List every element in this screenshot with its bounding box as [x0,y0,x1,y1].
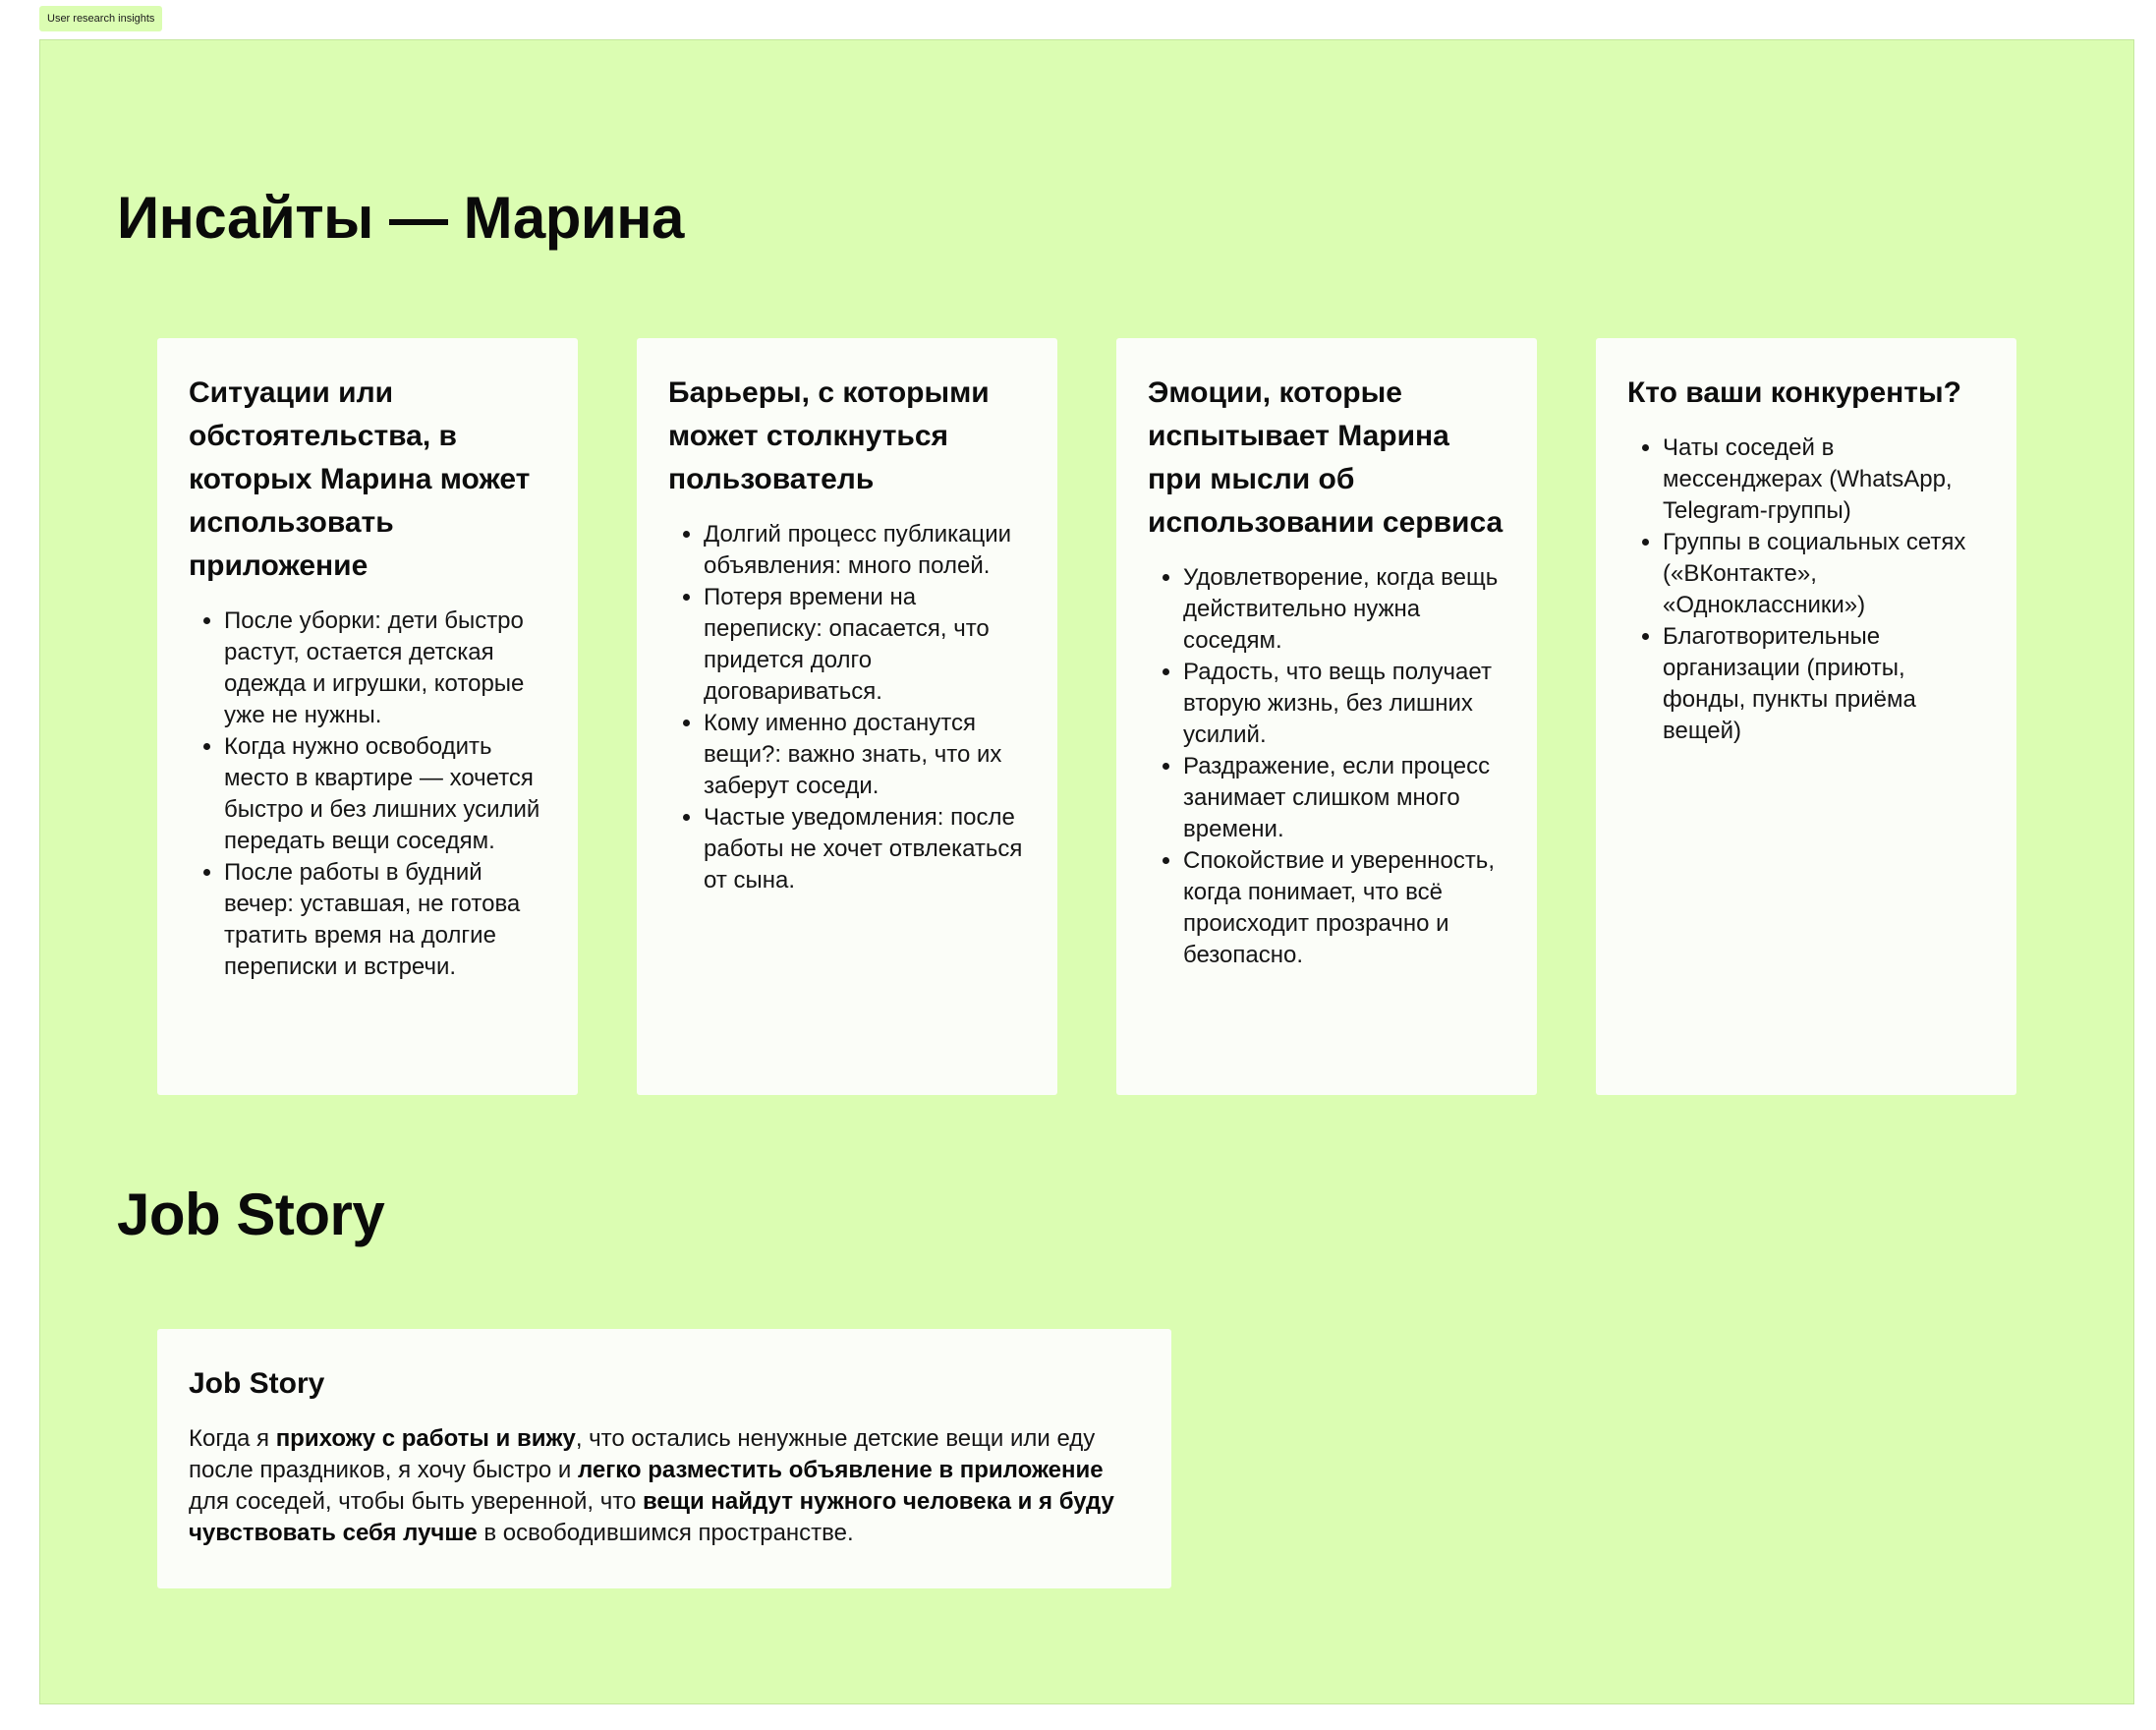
card-heading: Барьеры, с которыми может столкнуться пользователь [668,376,990,495]
list-item: • Частые уведомления: после работы не хочет отвлекаться от сына. [704,802,1026,896]
insight-card-emotions[interactable] [1116,338,1537,1095]
card-list [1627,432,1985,747]
card-list [1148,562,1505,971]
story-segment-bold: прихожу с работы и вижу [275,1425,576,1452]
job-story-title: Job Story [117,1182,385,1247]
insight-card-situations[interactable] [157,338,578,1095]
card-heading: Job Story [189,1367,325,1400]
story-segment: для соседей, чтобы быть уверенной, что [189,1488,643,1515]
insight-card-barriers[interactable] [637,338,1057,1095]
story-segment-bold: легко разместить объявление в приложение [577,1457,1104,1483]
story-segment-bold: вещи найдут нужного человека и я буду чувствовать себя лучше [189,1488,1114,1546]
list-item: • Удовлетворение, когда вещь действительно нужна соседям. [1183,562,1505,657]
list-item: • Потеря времени на переписку: опасается, что придется долго договариваться. [704,582,1026,708]
list-item: • Кому именно достанутся вещи?: важно знать, что их заберут соседи. [704,708,1026,802]
job-story-text [189,1423,1140,1549]
list-item: • Благотворительные организации (приюты, фонды, пункты приёма вещей) [1663,621,1985,747]
list-item: • Радость, что вещь получает вторую жизнь, без лишних усилий. [1183,657,1505,751]
story-segment: в освободившимся пространстве. [477,1520,854,1546]
list-item: • Чаты соседей в мессенджерах (WhatsApp, Telegram-группы) [1663,432,1985,527]
card-heading: Кто ваши конкуренты? [1627,376,1961,409]
story-segment: , что остались ненужные детские вещи или еду после праздников, я хочу быстро и [189,1425,1096,1483]
list-item: • Раздражение, если процесс занимает слишком много времени. [1183,751,1505,845]
list-item: • Долгий процесс публикации объявления: много полей. [704,519,1026,582]
card-heading: Эмоции, которые испытывает Марина при мысли об использовании сервиса [1148,376,1504,539]
list-item: • Спокойствие и уверенность, когда понимает, что всё происходит прозрачно и безопасно. [1183,845,1505,971]
list-item: • После уборки: дети быстро растут, остается детская одежда и игрушки, которые уже не нужны. [224,606,546,731]
insights-title: Инсайты — Марина [117,185,684,251]
job-story-card[interactable] [157,1329,1171,1588]
story-segment: Когда я [189,1425,276,1452]
list-item: • Когда нужно освободить место в квартире — хочется быстро и без лишних усилий передать вещи соседям. [224,731,546,857]
list-item: • После работы в будний вечер: уставшая, не готова тратить время на долгие переписки и встречи. [224,857,546,983]
list-item: • Группы в социальных сетях («ВКонтакте», «Одноклассники») [1663,527,1985,621]
card-heading: Ситуации или обстоятельства, в которых Марина может использовать приложение [189,376,531,582]
card-list [668,519,1026,896]
insight-card-competitors[interactable] [1596,338,2016,1095]
card-list [189,606,546,983]
frame-label[interactable]: User research insights [39,6,162,31]
